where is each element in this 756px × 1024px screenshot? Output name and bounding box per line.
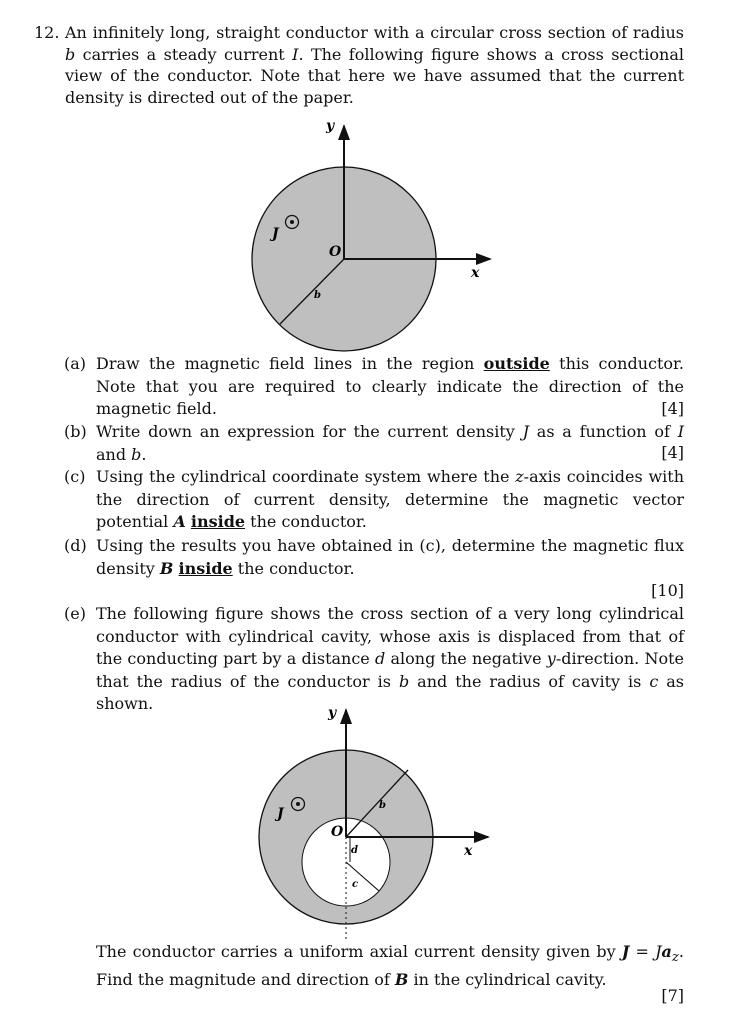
part-e-continuation: The conductor carries a uniform axial current density given by $J = Ja_z$. Find the magnitude and direction of B in the cylindrical cavity. — [96, 942, 684, 990]
figure-conductor-with-cavity — [250, 700, 510, 945]
figure-conductor-cross-section — [240, 112, 510, 352]
marks-e: [7] — [661, 986, 684, 1005]
marks-d: [10] — [651, 581, 684, 600]
origin-label: O — [329, 244, 342, 260]
question-number: 12. — [34, 23, 60, 42]
radius-c-label: c — [352, 879, 359, 890]
origin-label-2: O — [331, 824, 344, 840]
y-label: y — [326, 118, 335, 134]
marks-b: [4] — [661, 443, 684, 462]
current-density-label: J — [272, 226, 279, 242]
radius-b-label: b — [379, 800, 386, 811]
question-text: An infinitely long, straight conductor with a circular cross section of radius b carries a steady current I. The following figure shows a cross sectional view of the conductor. Note that here we have assumed that the current density is directed out of the paper. — [65, 23, 684, 107]
offset-d-label: d — [351, 845, 358, 856]
x-label: x — [471, 265, 480, 281]
current-density-label-2: J — [277, 806, 284, 822]
x-label-2: x — [464, 843, 473, 859]
marks-a: [4] — [661, 399, 684, 418]
y-label-2: y — [328, 705, 337, 721]
radius-label: b — [314, 290, 321, 301]
